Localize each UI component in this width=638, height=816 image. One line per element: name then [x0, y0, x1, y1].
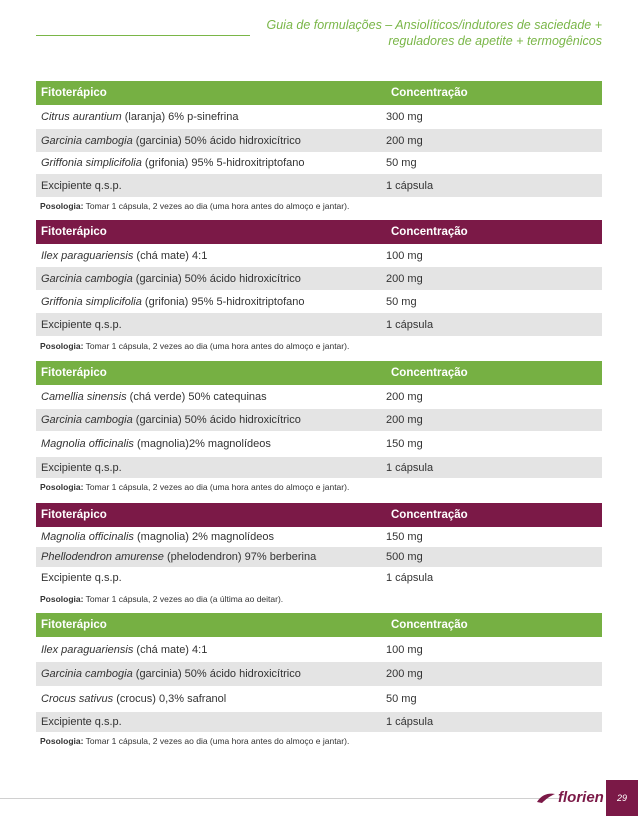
- header-concentracao: Concentração: [391, 367, 468, 379]
- table-row: [36, 431, 602, 457]
- posologia-label: Posologia:: [40, 736, 84, 746]
- table-header: [36, 613, 602, 637]
- brand-name: florien: [558, 789, 604, 806]
- herb-name: Garcinia cambogia: [41, 414, 133, 426]
- concentration-cell: 300 mg: [386, 111, 423, 123]
- herb-description: Excipiente q.s.p.: [41, 461, 122, 474]
- herb-description: (chá verde) 50% catequinas: [126, 391, 267, 403]
- herb-description: (garcinia) 50% ácido hidroxicítrico: [132, 668, 301, 680]
- concentration-cell: 1 cápsula: [386, 318, 434, 331]
- posologia-label: Posologia:: [40, 201, 84, 211]
- formulas-container: [36, 81, 602, 750]
- ingredient-cell: [36, 391, 380, 403]
- table-row: [36, 712, 602, 732]
- concentration-cell: 1 cápsula: [386, 461, 434, 474]
- formula-table: [36, 613, 602, 750]
- table-row: [36, 385, 602, 409]
- concentration-cell: 200 mg: [386, 391, 423, 403]
- table-header: [36, 503, 602, 527]
- header-fitoterapico: Fitoterápico: [41, 619, 107, 631]
- page-header-title: Guia de formulações – Ansiolíticos/indutores de saciedade + reguladores de apetite + termogênicos: [266, 18, 602, 48]
- ingredient-cell: [36, 572, 380, 584]
- herb-name: Phellodendron amurense: [41, 551, 164, 563]
- header-concentracao: Concentração: [391, 87, 468, 99]
- page-number: 29: [606, 780, 638, 816]
- posologia-note: [36, 197, 602, 216]
- concentration-cell: 150 mg: [386, 531, 423, 543]
- concentration-cell: 1 cápsula: [386, 716, 434, 728]
- ingredient-cell: [36, 273, 380, 285]
- formula-table: [36, 220, 602, 356]
- herb-name: Garcinia cambogia: [41, 134, 133, 147]
- ingredient-cell: [36, 250, 380, 262]
- herb-description: Excipiente q.s.p.: [41, 716, 122, 728]
- ingredient-cell: [36, 693, 380, 705]
- concentration-cell: 100 mg: [386, 249, 423, 262]
- table-row: [36, 174, 602, 197]
- herb-description: (garcinia) 50% ácido hidroxicítrico: [132, 134, 301, 147]
- footer-rule: [0, 798, 560, 799]
- herb-name: Citrus aurantium: [41, 111, 122, 123]
- header-rule: [36, 35, 250, 36]
- posologia-label: Posologia:: [40, 594, 84, 604]
- herb-description: (garcinia) 50% ácido hidroxicítrico: [132, 414, 301, 426]
- table-row: [36, 457, 602, 478]
- concentration-cell: 200 mg: [386, 272, 423, 285]
- concentration-cell: 200 mg: [386, 414, 423, 426]
- herb-name: Griffonia simplicifolia: [41, 295, 142, 308]
- concentration-cell: 200 mg: [386, 668, 423, 680]
- ingredient-cell: [36, 414, 380, 426]
- herb-description: (grifonia) 95% 5-hidroxitriptofano: [141, 295, 305, 308]
- herb-name: Camellia sinensis: [41, 391, 127, 403]
- table-row: [36, 129, 602, 152]
- ingredient-cell: [36, 135, 380, 147]
- table-row: [36, 547, 602, 567]
- leaf-icon: [536, 792, 556, 804]
- posologia-label: Posologia:: [40, 341, 84, 351]
- posologia-note: [36, 336, 602, 356]
- table-header: [36, 220, 602, 244]
- posologia-text: Tomar 1 cápsula, 2 vezes ao dia (uma hora antes do almoço e jantar).: [83, 482, 350, 492]
- header-concentracao: Concentração: [391, 509, 468, 521]
- table-row: [36, 409, 602, 431]
- concentration-cell: 200 mg: [386, 134, 423, 147]
- posologia-text: Tomar 1 cápsula, 2 vezes ao dia (uma hora antes do almoço e jantar).: [83, 341, 350, 351]
- concentration-cell: 1 cápsula: [386, 179, 434, 192]
- ingredient-cell: [36, 668, 380, 680]
- herb-name: Ilex paraguariensis: [41, 643, 134, 656]
- ingredient-cell: [36, 180, 380, 192]
- herb-description: (garcinia) 50% ácido hidroxicítrico: [132, 272, 301, 285]
- table-row: [36, 637, 602, 662]
- table-row: [36, 313, 602, 336]
- table-row: [36, 105, 602, 129]
- header-fitoterapico: Fitoterápico: [41, 509, 107, 521]
- table-header: [36, 361, 602, 385]
- herb-description: (magnolia) 2% magnolídeos: [133, 531, 274, 543]
- table-row: [36, 567, 602, 589]
- ingredient-cell: [36, 716, 380, 728]
- herb-name: Griffonia simplicifolia: [41, 157, 142, 169]
- herb-description: (phelodendron) 97% berberina: [163, 551, 317, 563]
- table-row: [36, 244, 602, 267]
- header-fitoterapico: Fitoterápico: [41, 87, 107, 99]
- header-fitoterapico: Fitoterápico: [41, 226, 107, 238]
- posologia-text: Tomar 1 cápsula, 2 vezes ao dia (uma hora antes do almoço e jantar).: [83, 736, 350, 746]
- table-row: [36, 290, 602, 313]
- ingredient-cell: [36, 157, 380, 169]
- concentration-cell: 50 mg: [386, 693, 417, 705]
- ingredient-cell: [36, 644, 380, 656]
- header-concentracao: Concentração: [391, 226, 468, 238]
- formula-table: [36, 361, 602, 497]
- ingredient-cell: [36, 531, 380, 543]
- ingredient-cell: [36, 319, 380, 331]
- table-row: [36, 267, 602, 290]
- herb-description: (grifonia) 95% 5-hidroxitriptofano: [141, 157, 305, 169]
- concentration-cell: 100 mg: [386, 643, 423, 656]
- header-fitoterapico: Fitoterápico: [41, 367, 107, 379]
- table-row: [36, 686, 602, 712]
- formula-table: [36, 503, 602, 609]
- herb-description: Excipiente q.s.p.: [41, 179, 122, 192]
- ingredient-cell: [36, 551, 380, 563]
- header-concentracao: Concentração: [391, 619, 468, 631]
- brand-logo: [536, 789, 604, 806]
- posologia-text: Tomar 1 cápsula, 2 vezes ao dia (uma hora antes do almoço e jantar).: [83, 201, 350, 211]
- concentration-cell: 50 mg: [386, 157, 417, 169]
- herb-description: (crocus) 0,3% safranol: [113, 693, 227, 705]
- posologia-label: Posologia:: [40, 482, 84, 492]
- concentration-cell: 500 mg: [386, 551, 423, 563]
- ingredient-cell: [36, 296, 380, 308]
- ingredient-cell: [36, 111, 380, 123]
- concentration-cell: 50 mg: [386, 295, 417, 308]
- herb-description: (laranja) 6% p-sinefrina: [121, 111, 239, 123]
- herb-name: Magnolia officinalis: [41, 438, 134, 450]
- concentration-cell: 150 mg: [386, 438, 423, 450]
- ingredient-cell: [36, 462, 380, 474]
- herb-name: Garcinia cambogia: [41, 668, 133, 680]
- table-row: [36, 527, 602, 547]
- herb-description: Excipiente q.s.p.: [41, 572, 122, 584]
- posologia-note: [36, 478, 602, 497]
- posologia-note: [36, 732, 602, 750]
- herb-name: Magnolia officinalis: [41, 531, 134, 543]
- herb-description: (chá mate) 4:1: [133, 643, 208, 656]
- herb-description: (chá mate) 4:1: [133, 249, 208, 262]
- ingredient-cell: [36, 438, 380, 450]
- herb-name: Crocus sativus: [41, 693, 114, 705]
- table-header: [36, 81, 602, 105]
- herb-name: Ilex paraguariensis: [41, 249, 134, 262]
- concentration-cell: 1 cápsula: [386, 572, 434, 584]
- herb-description: (magnolia)2% magnolídeos: [133, 438, 271, 450]
- herb-description: Excipiente q.s.p.: [41, 318, 122, 331]
- table-row: [36, 152, 602, 174]
- posologia-note: [36, 589, 602, 609]
- formula-table: [36, 81, 602, 216]
- table-row: [36, 662, 602, 686]
- herb-name: Garcinia cambogia: [41, 272, 133, 285]
- posologia-text: Tomar 1 cápsula, 2 vezes ao dia (a última ao deitar).: [83, 594, 284, 604]
